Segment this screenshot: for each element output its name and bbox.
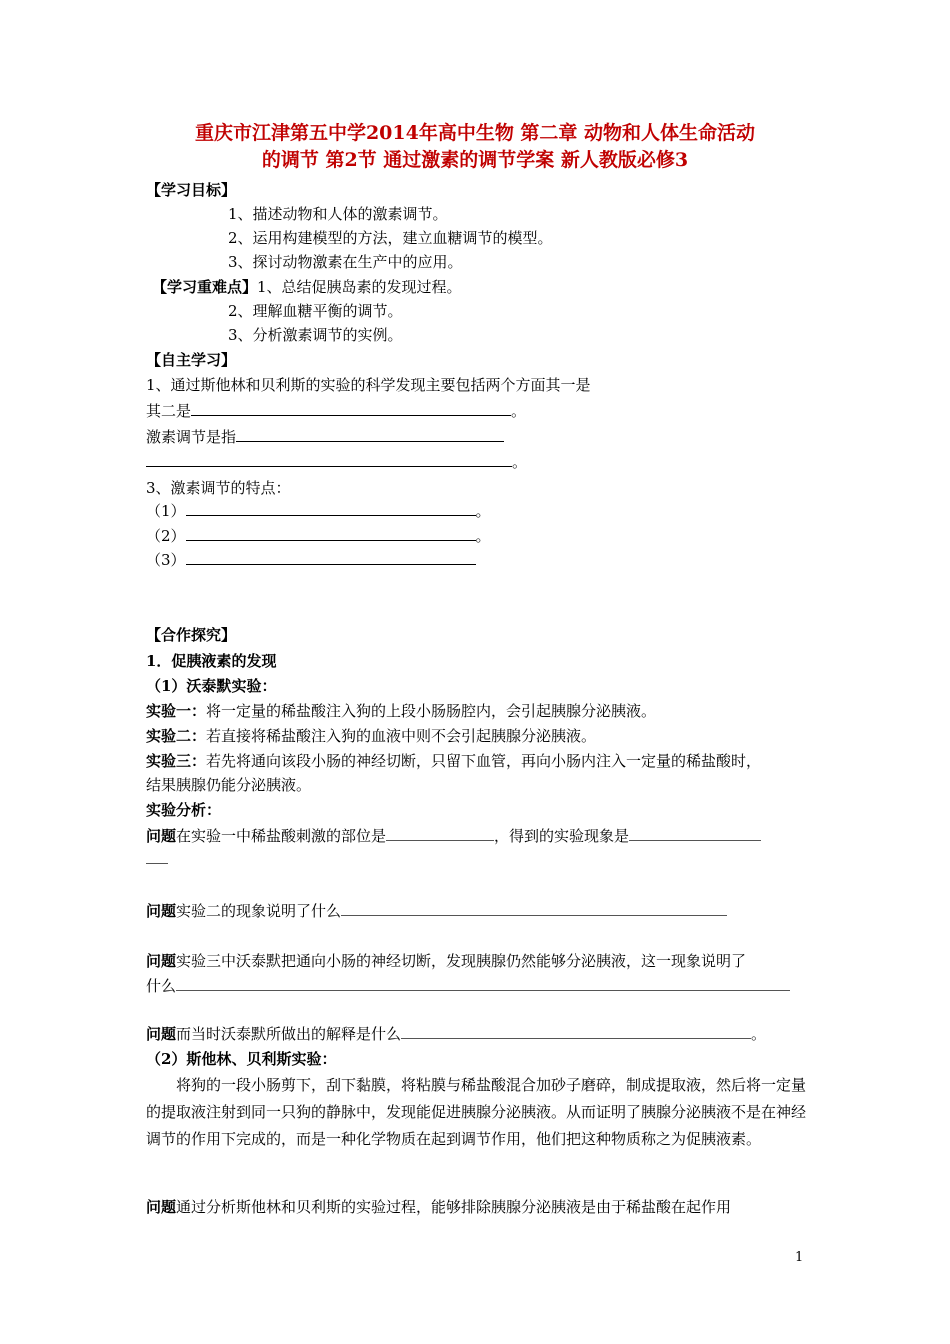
prompt-text: 激素调节是指 — [146, 428, 237, 446]
feature-1 — [146, 501, 491, 521]
question-label: 问题 — [146, 827, 177, 845]
answer-blank[interactable] — [146, 849, 168, 864]
self-study-question-1b — [146, 401, 526, 421]
question-text: 通过分析斯他林和贝利斯的实验过程，能够排除胰腺分泌胰液是由于稀盐酸在起作用 — [176, 1198, 732, 1216]
subsection-1-title: （1）沃泰默实验： — [146, 677, 277, 695]
question-label: 问题 — [146, 1198, 177, 1216]
experiment-paragraph: 将狗的一段小肠剪下，刮下黏膜，将粘膜与稀盐酸混合加砂子磨碎，制成提取液，然后将一定量的提取液注射到同一只狗的静脉中，发现能促进胰腺分泌胰液。从而证明了胰腺分泌胰液不是在神经调节的作用下完成的，而是一种化学物质在起到调节作用，他们把这种物质称之为促胰液素。 — [146, 1076, 807, 1148]
question-3-cont — [146, 976, 790, 996]
key-point-item: 1、总结促胰岛素的发现过程。 — [257, 278, 462, 296]
experiment-text: 若直接将稀盐酸注入狗的血液中则不会引起胰腺分泌胰液。 — [206, 727, 597, 745]
experiment-label: 实验一： — [146, 702, 207, 720]
cooperative-heading: 【合作探究】 — [146, 626, 237, 644]
question-label: 问题 — [146, 952, 177, 970]
answer-blank[interactable] — [629, 826, 761, 841]
question-text: 实验二的现象说明了什么 — [176, 902, 342, 920]
objective-item: 3、探讨动物激素在生产中的应用。 — [228, 253, 463, 271]
question-1-cont — [146, 849, 168, 869]
experiment-text: 若先将通向该段小肠的神经切断，只留下血管，再向小肠内注入一定量的稀盐酸时， — [206, 752, 762, 770]
answer-blank[interactable] — [186, 550, 476, 565]
answer-blank[interactable] — [341, 901, 727, 916]
objective-item: 1、描述动物和人体的激素调节。 — [228, 205, 448, 223]
answer-blank[interactable] — [176, 976, 790, 991]
answer-blank[interactable] — [186, 501, 476, 516]
period: 。 — [511, 402, 527, 420]
experiment-3-cont: 结果胰腺仍能分泌胰液。 — [146, 776, 312, 794]
analysis-heading: 实验分析： — [146, 801, 222, 819]
question-5 — [146, 1197, 731, 1217]
experiment-label: 实验三： — [146, 752, 207, 770]
experiment-2 — [146, 726, 596, 746]
key-point-item: 3、分析激素调节的实例。 — [228, 326, 403, 344]
feature-3 — [146, 550, 476, 570]
experiment-3 — [146, 751, 761, 771]
question-4 — [146, 1024, 766, 1044]
answer-blank[interactable] — [186, 526, 476, 541]
question-text: 什么 — [146, 977, 177, 995]
self-study-question-3: 3、激素调节的特点： — [146, 479, 291, 497]
prompt-text: （3） — [146, 551, 186, 569]
section-1-title: 1．促胰液素的发现 — [146, 652, 277, 670]
question-label: 问题 — [146, 1025, 177, 1043]
question-text: ，得到的实验现象是 — [494, 827, 630, 845]
question-2 — [146, 901, 727, 921]
subsection-2-title: （2）斯他林、贝利斯实验： — [146, 1050, 337, 1068]
title-line-2: 的调节 第2节 通过激素的调节学案 新人教版必修3 — [261, 149, 689, 171]
period: 。 — [512, 453, 528, 471]
question-label: 问题 — [146, 902, 177, 920]
question-1 — [146, 826, 761, 846]
answer-blank[interactable] — [191, 401, 511, 416]
key-points-heading: 【学习重难点】 — [152, 278, 258, 296]
feature-2 — [146, 526, 491, 546]
period: 。 — [475, 527, 491, 545]
prompt-text: 其二是 — [146, 402, 192, 420]
prompt-text: （2） — [146, 527, 186, 545]
key-point-item: 2、理解血糖平衡的调节。 — [228, 302, 403, 320]
answer-blank[interactable] — [386, 826, 494, 841]
period: 。 — [475, 502, 491, 520]
answer-blank[interactable] — [236, 427, 504, 442]
self-study-heading: 【自主学习】 — [146, 351, 237, 369]
prompt-text: （1） — [146, 502, 186, 520]
objective-item: 2、运用构建模型的方法，建立血糖调节的模型。 — [228, 229, 553, 247]
experiment-text: 将一定量的稀盐酸注入狗的上段小肠肠腔内，会引起胰腺分泌胰液。 — [206, 702, 657, 720]
self-study-question-1: 1、通过斯他林和贝利斯的实验的科学发现主要包括两个方面其一是 — [146, 376, 591, 394]
objectives-heading: 【学习目标】 — [146, 181, 237, 199]
question-text: 在实验一中稀盐酸刺激的部位是 — [176, 827, 387, 845]
self-study-question-2 — [146, 427, 504, 447]
answer-blank[interactable] — [401, 1024, 751, 1039]
title-line-1: 重庆市江津第五中学2014年高中生物 第二章 动物和人体生命活动 — [194, 122, 756, 144]
question-text: 而当时沃泰默所做出的解释是什么 — [176, 1025, 402, 1043]
key-points-row — [152, 277, 462, 297]
question-3 — [146, 951, 746, 971]
question-text: 实验三中沃泰默把通向小肠的神经切断，发现胰腺仍然能够分泌胰液，这一现象说明了 — [176, 952, 747, 970]
answer-blank[interactable] — [146, 452, 512, 467]
experiment-label: 实验二： — [146, 727, 207, 745]
self-study-question-2-cont — [146, 452, 527, 472]
page-number: 1 — [795, 1250, 804, 1265]
period: 。 — [751, 1025, 767, 1043]
experiment-1 — [146, 701, 656, 721]
